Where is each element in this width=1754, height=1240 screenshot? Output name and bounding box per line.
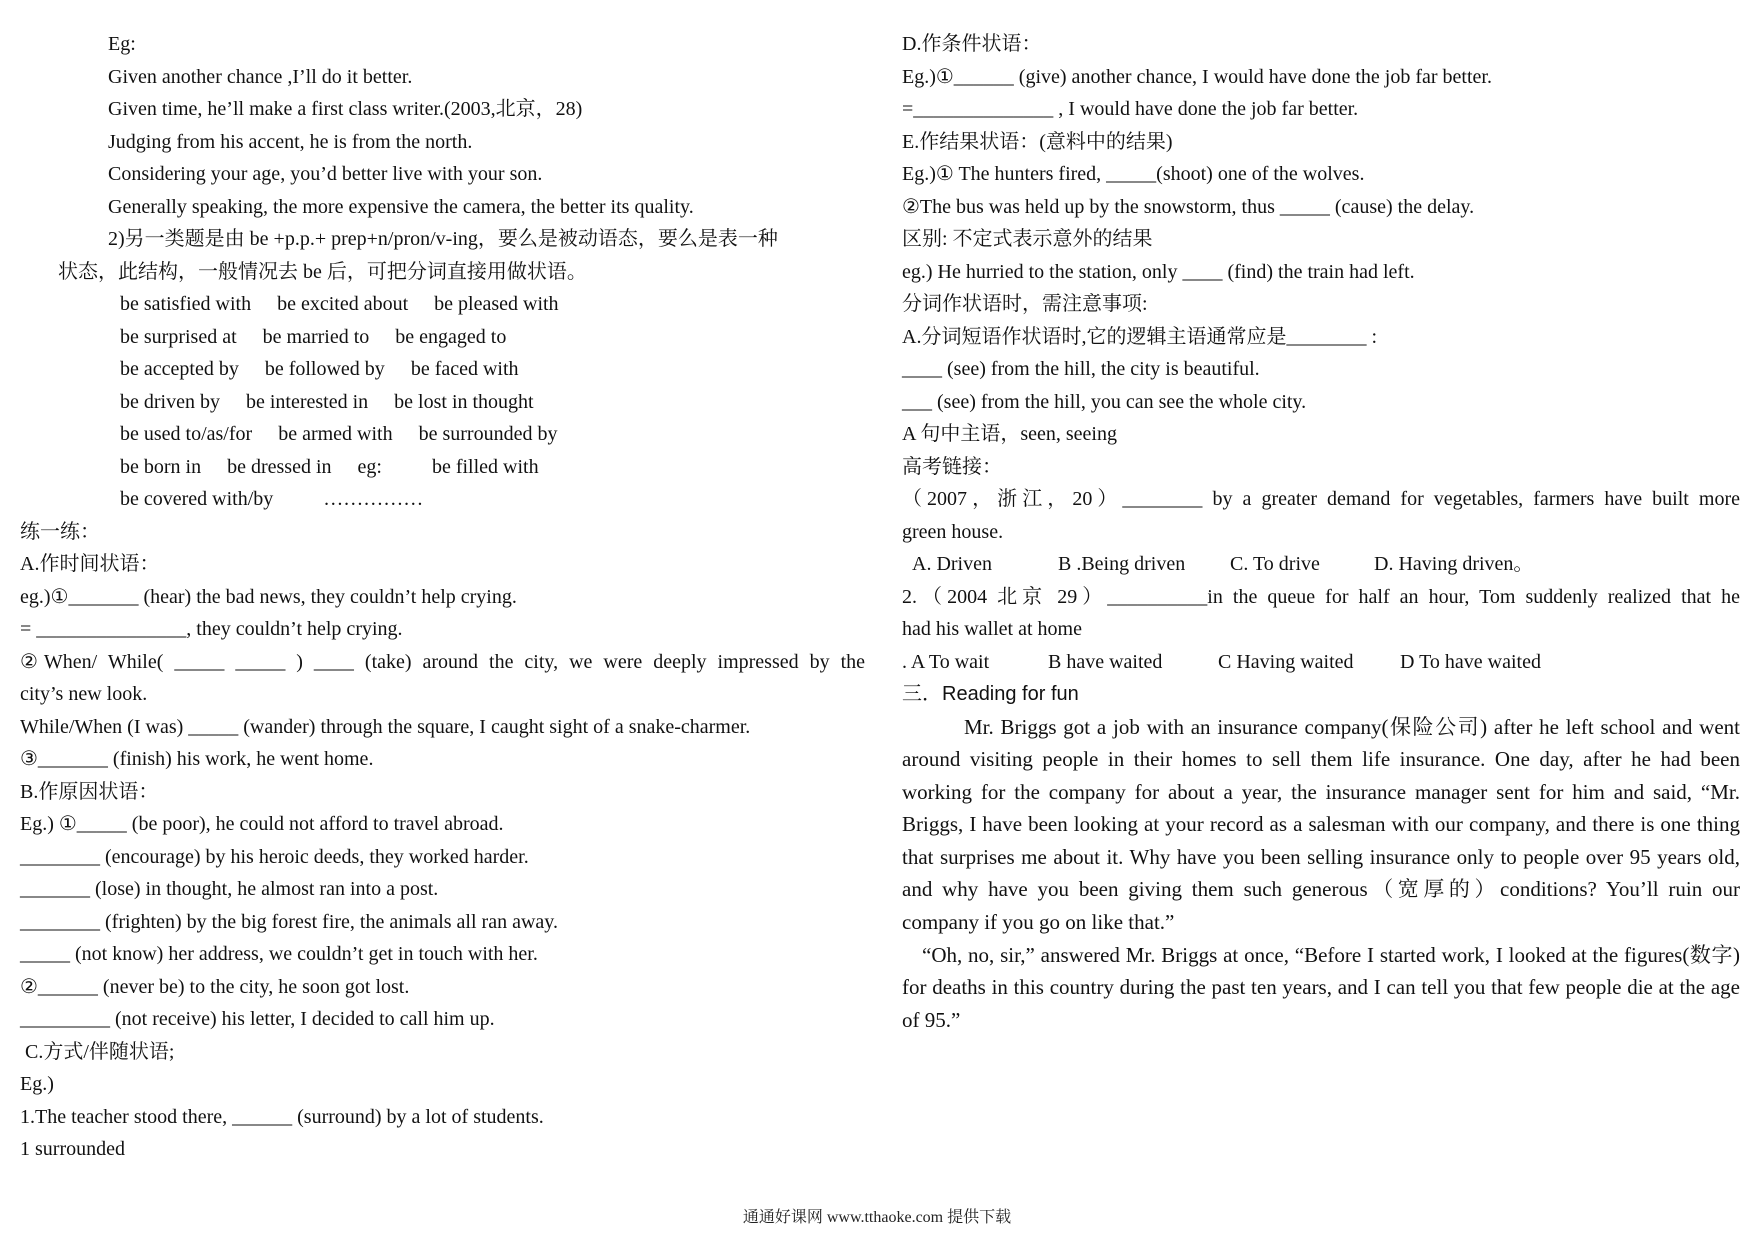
reading-title: 三．Reading for fun bbox=[902, 683, 1079, 705]
exercise-line: ③_______ (finish) his work, he went home. bbox=[20, 748, 374, 770]
phrase: be dressed in bbox=[227, 455, 332, 478]
exercise-line: ___ (see) from the hill, you can see the whole city. bbox=[902, 390, 1307, 413]
exercise-line: eg.) He hurried to the station, only ____ (find) the train had left. bbox=[902, 260, 1415, 283]
phrase-row bbox=[20, 451, 865, 484]
exercise-line: eg.)①_______ (hear) the bad news, they couldn’t help crying. bbox=[20, 585, 517, 608]
example-line: Given time, he’ll make a first class writer.(2003,北京，28) bbox=[108, 98, 583, 120]
phrase: be driven by bbox=[120, 390, 220, 413]
phrase: be satisfied with bbox=[120, 293, 252, 315]
exercise-line: Eg.)①______ (give) another chance, I would have done the job far better. bbox=[902, 65, 1492, 88]
exam-question: 2.（2004 北京 29）__________in the queue for half an hour, Tom suddenly realized that he bbox=[902, 585, 1740, 608]
exercise-line: city’s new look. bbox=[20, 683, 148, 705]
exercise-line: ②______ (never be) to the city, he soon got lost. bbox=[20, 975, 410, 998]
rule-line: 2)另一类题是由 be +p.p.+ prep+n/pron/v-ing，要么是被动语态，要么是表一种 bbox=[108, 228, 778, 250]
section-e-title: E.作结果状语：(意料中的结果) bbox=[902, 130, 1173, 153]
section-d-title: D.作条件状语： bbox=[902, 33, 1042, 55]
option: C Having waited bbox=[1218, 650, 1354, 673]
phrase: be surprised at bbox=[120, 325, 237, 348]
phrase: be covered with/by bbox=[120, 488, 274, 510]
example-line: Given another chance ,I’ll do it better. bbox=[108, 65, 413, 88]
exercise-line: While/When (I was) _____ (wander) through the square, I caught sight of a snake-charmer. bbox=[20, 715, 751, 738]
exercise-line: ________ (encourage) by his heroic deeds, they worked harder. bbox=[20, 845, 529, 868]
exercise-line: = _______________, they couldn’t help crying. bbox=[20, 618, 403, 640]
note-line: A.分词短语作状语时,它的逻辑主语通常应是________ : bbox=[902, 325, 1377, 348]
phrase: be engaged to bbox=[395, 325, 507, 348]
exercise-line: _______ (lose) in thought, he almost ran into a post. bbox=[20, 878, 439, 900]
phrase: be lost in thought bbox=[394, 390, 534, 413]
exercise-line: 1.The teacher stood there, ______ (surround) by a lot of students. bbox=[20, 1105, 544, 1128]
example-line: Judging from his accent, he is from the north. bbox=[108, 130, 473, 153]
notes-title: 分词作状语时，需注意事项: bbox=[902, 293, 1148, 315]
section-c-title: C.方式/伴随状语; bbox=[20, 1040, 175, 1063]
phrase: be pleased with bbox=[434, 293, 559, 315]
option: A. Driven bbox=[912, 553, 992, 575]
option: D. Having driven。 bbox=[1374, 553, 1534, 575]
phrase: be interested in bbox=[245, 390, 369, 413]
exam-options bbox=[902, 548, 1740, 581]
answer-line: A 句中主语，seen, seeing bbox=[902, 423, 1117, 445]
right-column bbox=[902, 28, 1740, 1036]
exam-options bbox=[902, 646, 1740, 679]
exam-question: green house. bbox=[902, 520, 1004, 543]
exercise-line: _____ (not know) her address, we couldn’t get in touch with her. bbox=[20, 943, 538, 965]
exercise-line: Eg.) ①_____ (be poor), he could not afford to travel abroad. bbox=[20, 813, 504, 835]
example-label: Eg: bbox=[108, 33, 136, 55]
ellipsis: …………… bbox=[323, 488, 424, 510]
phrase-row bbox=[20, 353, 865, 386]
phrase-row bbox=[20, 418, 865, 451]
practice-title: 练一练： bbox=[20, 520, 100, 543]
exam-question: （2007，浙江，20）________ by a greater demand for vegetables, farmers have built more bbox=[902, 488, 1740, 510]
exercise-line: _________ (not receive) his letter, I decided to call him up. bbox=[20, 1008, 495, 1030]
phrase: be surrounded by bbox=[418, 423, 558, 445]
left-column bbox=[20, 28, 865, 1166]
option: . A To wait bbox=[902, 650, 990, 673]
phrase-row bbox=[20, 321, 865, 354]
phrase: be born in bbox=[120, 455, 202, 478]
reading-passage bbox=[902, 711, 1740, 1037]
phrase: be married to bbox=[262, 325, 370, 348]
phrase: be armed with bbox=[278, 423, 393, 445]
note-line: 区别: 不定式表示意外的结果 bbox=[902, 228, 1153, 250]
phrase-row bbox=[20, 483, 865, 516]
phrase: be filled with bbox=[431, 455, 539, 478]
reading-paragraph: Mr. Briggs got a job with an insurance company(保险公司) after he left school and went around visiting people in their homes to sell them life insurance. One day, after he had been working for the company for about a year, the insurance manager sent for him and said, “Mr. Briggs, I have been looking at your record as a salesman with our company, and there is one thing that surprises me about it. Why have you been selling insurance only to people over 95 years old, and why have you been giving them such generous（宽厚的）conditions? You’ll ruin our company if you go on like that.” bbox=[902, 714, 1741, 935]
phrase: be accepted by bbox=[120, 358, 239, 380]
exercise-line: ________ (frighten) by the big forest fire, the animals all ran away. bbox=[20, 910, 558, 933]
exam-question: had his wallet at home bbox=[902, 618, 1082, 640]
exercise-line: =______________ , I would have done the job far better. bbox=[902, 98, 1359, 120]
section-b-title: B.作原因状语： bbox=[20, 780, 159, 803]
exercise-line: Eg.)① The hunters fired, _____(shoot) one of the wolves. bbox=[902, 163, 1365, 185]
answer-line: 1 surrounded bbox=[20, 1138, 125, 1160]
phrase: be excited about bbox=[277, 293, 409, 315]
exam-title: 高考链接： bbox=[902, 455, 1002, 478]
phrase: eg: bbox=[357, 455, 382, 478]
example-line: Considering your age, you’d better live with your son. bbox=[108, 163, 543, 185]
example-line: Generally speaking, the more expensive the camera, the better its quality. bbox=[108, 195, 694, 218]
phrase-row bbox=[20, 386, 865, 419]
exercise-line: ____ (see) from the hill, the city is beautiful. bbox=[902, 358, 1260, 380]
exercise-line: Eg.) bbox=[20, 1073, 54, 1095]
phrase: be followed by bbox=[264, 358, 385, 380]
option: B have waited bbox=[1048, 650, 1163, 673]
exercise-line: ②When/ While( _____ _____ ) ____ (take) around the city, we were deeply impressed by the bbox=[20, 650, 865, 673]
phrase-row bbox=[20, 288, 865, 321]
option: B .Being driven bbox=[1058, 553, 1186, 575]
exercise-line: ②The bus was held up by the snowstorm, thus _____ (cause) the delay. bbox=[902, 195, 1475, 218]
phrase: be faced with bbox=[410, 358, 519, 380]
section-a-title: A.作时间状语： bbox=[20, 553, 160, 575]
rule-line: 状态，此结构，一般情况去 be 后，可把分词直接用做状语。 bbox=[58, 260, 587, 283]
option: C. To drive bbox=[1230, 553, 1320, 575]
option: D To have waited bbox=[1400, 650, 1541, 673]
phrase: be used to/as/for bbox=[120, 423, 253, 445]
reading-paragraph: “Oh, no, sir,” answered Mr. Briggs at once, “Before I started work, I looked at the figures(数字) for deaths in this country during the past ten years, and I can tell you that few people die at the age of 95.” bbox=[902, 942, 1740, 1032]
page-footer: 通通好课网 www.tthaoke.com 提供下载 bbox=[742, 1209, 1012, 1226]
